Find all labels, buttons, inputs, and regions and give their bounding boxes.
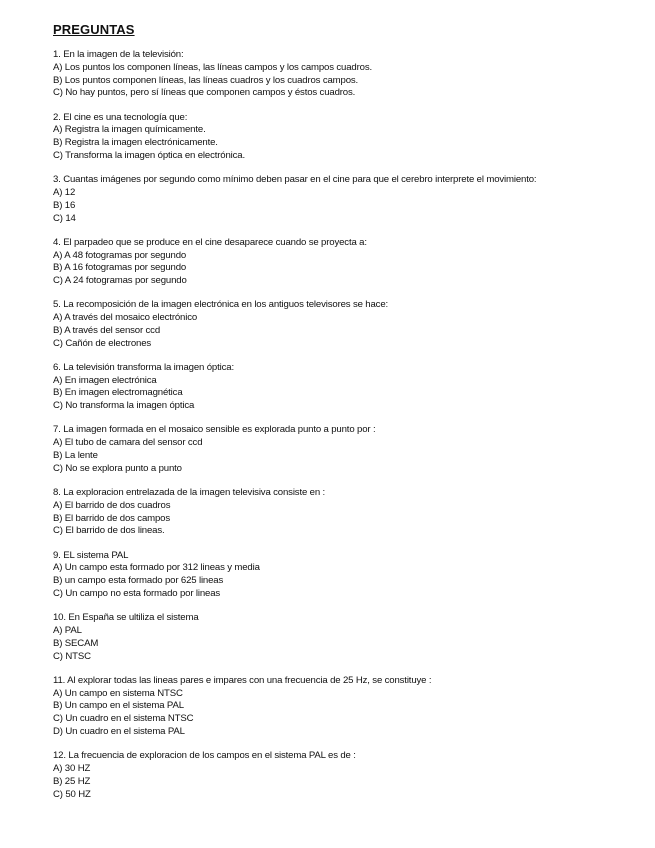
answer-option: C) A 24 fotogramas por segundo [53, 275, 187, 287]
answer-option: C) 14 [53, 212, 76, 224]
question-text: 6. La televisión transforma la imagen óptica: [53, 361, 234, 373]
answer-option: B) A 16 fotogramas por segundo [53, 262, 187, 274]
answer-option: D) Un cuadro en el sistema PAL [53, 725, 185, 737]
answer-option: A) 30 HZ [53, 762, 91, 774]
question-text: 3. Cuantas imágenes por segundo como mínimo deben pasar en el cine para que el cerebro interprete el movimiento: [53, 174, 537, 186]
answer-option: C) NTSC [53, 650, 91, 662]
question-text: 7. La imagen formada en el mosaico sensible es explorada punto a punto por : [53, 424, 376, 436]
question-block [53, 424, 643, 475]
answer-option: B) La lente [53, 450, 98, 462]
answer-option: A) El barrido de dos cuadros [53, 499, 171, 511]
answer-option: A) Un campo en sistema NTSC [53, 687, 183, 699]
document-page [53, 22, 643, 813]
answer-option: A) Los puntos los componen líneas, las líneas campos y los campos cuadros. [53, 61, 372, 73]
question-text: 9. EL sistema PAL [53, 549, 129, 561]
question-text: 10. En España se ultiliza el sistema [53, 612, 199, 624]
answer-option: A) Un campo esta formado por 312 lineas y media [53, 562, 260, 574]
answer-option: B) Registra la imagen electrónicamente. [53, 137, 218, 149]
answer-option: B) Los puntos componen líneas, las líneas cuadros y los cuadros campos. [53, 74, 359, 86]
answer-option: A) A través del mosaico electrónico [53, 312, 198, 324]
answer-option: B) Un campo en el sistema PAL [53, 700, 184, 712]
answer-option: B) En imagen electromagnética [53, 387, 183, 399]
page-title: PREGUNTAS [53, 22, 135, 37]
question-block [53, 675, 643, 739]
answer-option: A) 12 [53, 186, 76, 198]
answer-option: C) Transforma la imagen óptica en electrónica. [53, 149, 245, 161]
answer-option: C) Un campo no esta formado por lineas [53, 588, 221, 600]
question-text: 12. La frecuencia de exploracion de los campos en el sistema PAL es de : [53, 750, 356, 762]
question-list [53, 49, 643, 801]
answer-option: C) No hay puntos, pero sí líneas que componen campos y éstos cuadros. [53, 87, 356, 99]
answer-option: A) Registra la imagen químicamente. [53, 124, 206, 136]
question-block [53, 299, 643, 350]
answer-option: C) Cañón de electrones [53, 337, 152, 349]
question-block [53, 750, 643, 801]
question-block [53, 362, 643, 413]
answer-option: A) En imagen electrónica [53, 374, 157, 386]
answer-option: B) A través del sensor ccd [53, 324, 161, 336]
question-block [53, 550, 643, 601]
answer-option: B) 25 HZ [53, 775, 91, 787]
question-text: 8. La exploracion entrelazada de la imagen televisiva consiste en : [53, 487, 326, 499]
answer-option: B) 16 [53, 199, 76, 211]
question-block [53, 612, 643, 663]
question-text: 11. Al explorar todas las lineas pares e impares con una frecuencia de 25 Hz, se constituye : [53, 674, 432, 686]
answer-option: C) No transforma la imagen óptica [53, 400, 195, 412]
answer-option: B) SECAM [53, 637, 99, 649]
question-block [53, 174, 643, 225]
question-text: 2. El cine es una tecnología que: [53, 111, 188, 123]
answer-option: C) No se explora punto a punto [53, 462, 182, 474]
question-block [53, 487, 643, 538]
answer-option: C) Un cuadro en el sistema NTSC [53, 713, 194, 725]
question-text: 5. La recomposición de la imagen electrónica en los antiguos televisores se hace: [53, 299, 389, 311]
answer-option: C) 50 HZ [53, 788, 91, 800]
question-block [53, 49, 643, 100]
answer-option: A) A 48 fotogramas por segundo [53, 249, 187, 261]
question-block [53, 112, 643, 163]
question-block [53, 237, 643, 288]
question-text: 4. El parpadeo que se produce en el cine desaparece cuando se proyecta a: [53, 236, 367, 248]
answer-option: C) El barrido de dos lineas. [53, 525, 165, 537]
answer-option: B) un campo esta formado por 625 lineas [53, 575, 224, 587]
answer-option: B) El barrido de dos campos [53, 512, 170, 524]
answer-option: A) PAL [53, 625, 82, 636]
answer-option: A) El tubo de camara del sensor ccd [53, 437, 203, 449]
question-text: 1. En la imagen de la televisión: [53, 49, 184, 60]
